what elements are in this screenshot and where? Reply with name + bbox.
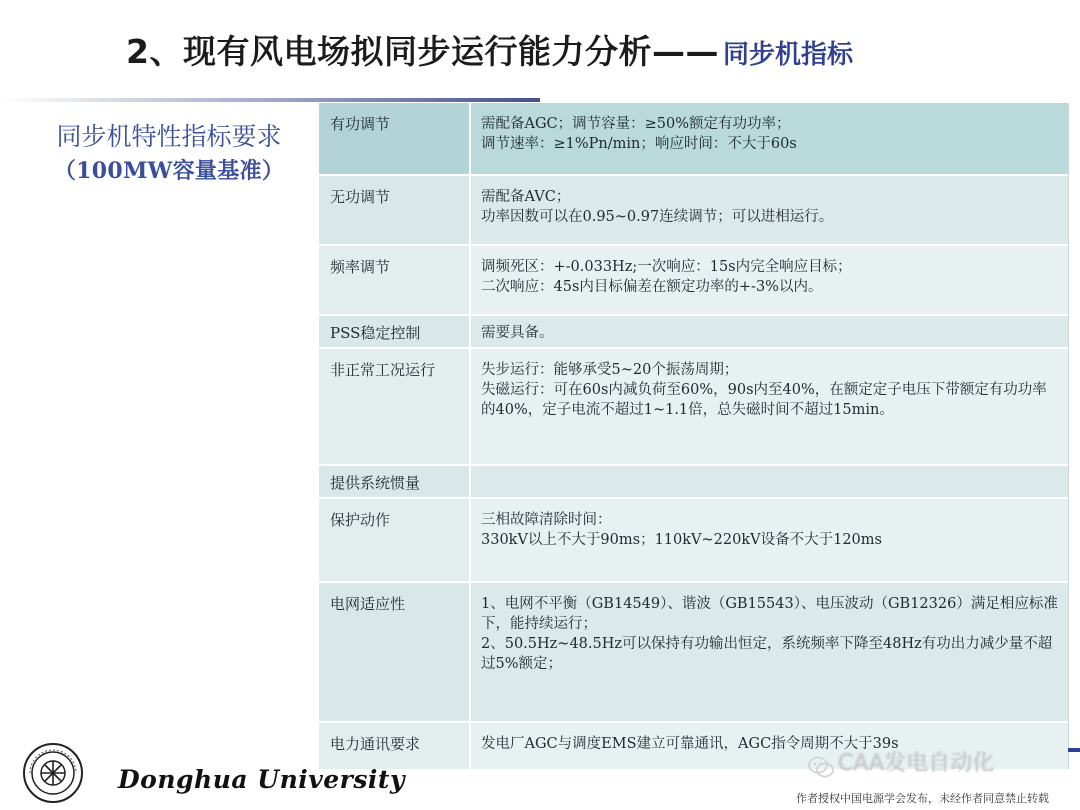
university-seal-icon bbox=[22, 742, 84, 804]
row-key: 频率调节 bbox=[319, 245, 470, 315]
row-value-text: 需要具备。 bbox=[481, 325, 554, 341]
table-row bbox=[319, 348, 1068, 465]
side-caption bbox=[34, 120, 304, 188]
row-value-text: 三相故障清除时间： 330kV以上不大于90ms；110kV~220kV设备不大于120ms bbox=[481, 512, 882, 548]
row-key: 无功调节 bbox=[319, 175, 470, 245]
row-value bbox=[470, 315, 1068, 348]
row-value bbox=[470, 465, 1068, 498]
table-row bbox=[319, 103, 1068, 175]
slide-title-main: 2、现有风电场拟同步运行能力分析—— bbox=[126, 32, 719, 71]
row-value bbox=[470, 348, 1068, 465]
table-row bbox=[319, 245, 1068, 315]
row-key: 非正常工况运行 bbox=[319, 348, 470, 465]
university-name: Donghua University bbox=[118, 765, 405, 794]
row-value bbox=[470, 498, 1068, 582]
row-value-text: 需配备AGC；调节容量：≥50%额定有功功率； 调节速率：≥1%Pn/min；响应时间：不大于60s bbox=[481, 116, 797, 152]
table-row bbox=[319, 498, 1068, 582]
table-row bbox=[319, 315, 1068, 348]
row-value bbox=[470, 582, 1068, 722]
spec-table bbox=[319, 103, 1068, 769]
watermark bbox=[808, 745, 994, 783]
watermark-text: CAA发电自动化 bbox=[838, 751, 995, 776]
table-row bbox=[319, 582, 1068, 722]
row-key: 电力通讯要求 bbox=[319, 722, 470, 769]
title-underline bbox=[0, 98, 540, 102]
table-row bbox=[319, 175, 1068, 245]
row-value-text: 1、电网不平衡（GB14549）、谐波（GB15543）、电压波动（GB12326）满足相应标准下，能持续运行； 2、50.5Hz~48.5Hz可以保持有功输出恒定，系统频率下降至48Hz有功出力减少量不超过5%额定； bbox=[481, 596, 1058, 672]
table-row bbox=[319, 465, 1068, 498]
row-key: PSS稳定控制 bbox=[319, 315, 470, 348]
slide-title-sub: 同步机指标 bbox=[722, 40, 853, 70]
row-key: 电网适应性 bbox=[319, 582, 470, 722]
row-key: 保护动作 bbox=[319, 498, 470, 582]
side-caption-line2: （100MW容量基准） bbox=[53, 158, 285, 184]
row-value bbox=[470, 175, 1068, 245]
wechat-icon bbox=[808, 753, 834, 775]
row-value-text: 失步运行：能够承受5~20个振荡周期； 失磁运行：可在60s内减负荷至60%，90s内至40%，在额定定子电压下带额定有功功率的40%，定子电流不超过1~1.1倍，总失磁时间不超过15min。 bbox=[481, 362, 1047, 418]
row-key: 提供系统惯量 bbox=[319, 465, 470, 498]
row-value bbox=[470, 103, 1068, 175]
row-value-text: 需配备AVC； 功率因数可以在0.95~0.97连续调节；可以进相运行。 bbox=[481, 189, 834, 225]
slide-title bbox=[126, 22, 1026, 82]
row-key: 有功调节 bbox=[319, 103, 470, 175]
side-caption-line1: 同步机特性指标要求 bbox=[56, 122, 282, 151]
copyright-notice: 作者授权中国电源学会发布，未经作者同意禁止转载 bbox=[796, 792, 1049, 805]
row-value bbox=[470, 245, 1068, 315]
row-value-text: 发电厂AGC与调度EMS建立可靠通讯，AGC指令周期不大于39s bbox=[481, 736, 899, 752]
spec-table-container bbox=[319, 103, 1069, 769]
accent-mark bbox=[1068, 748, 1080, 752]
row-value-text: 调频死区：+-0.033Hz;一次响应：15s内完全响应目标； 二次响应：45s内目标偏差在额定功率的+-3%以内。 bbox=[481, 259, 852, 295]
